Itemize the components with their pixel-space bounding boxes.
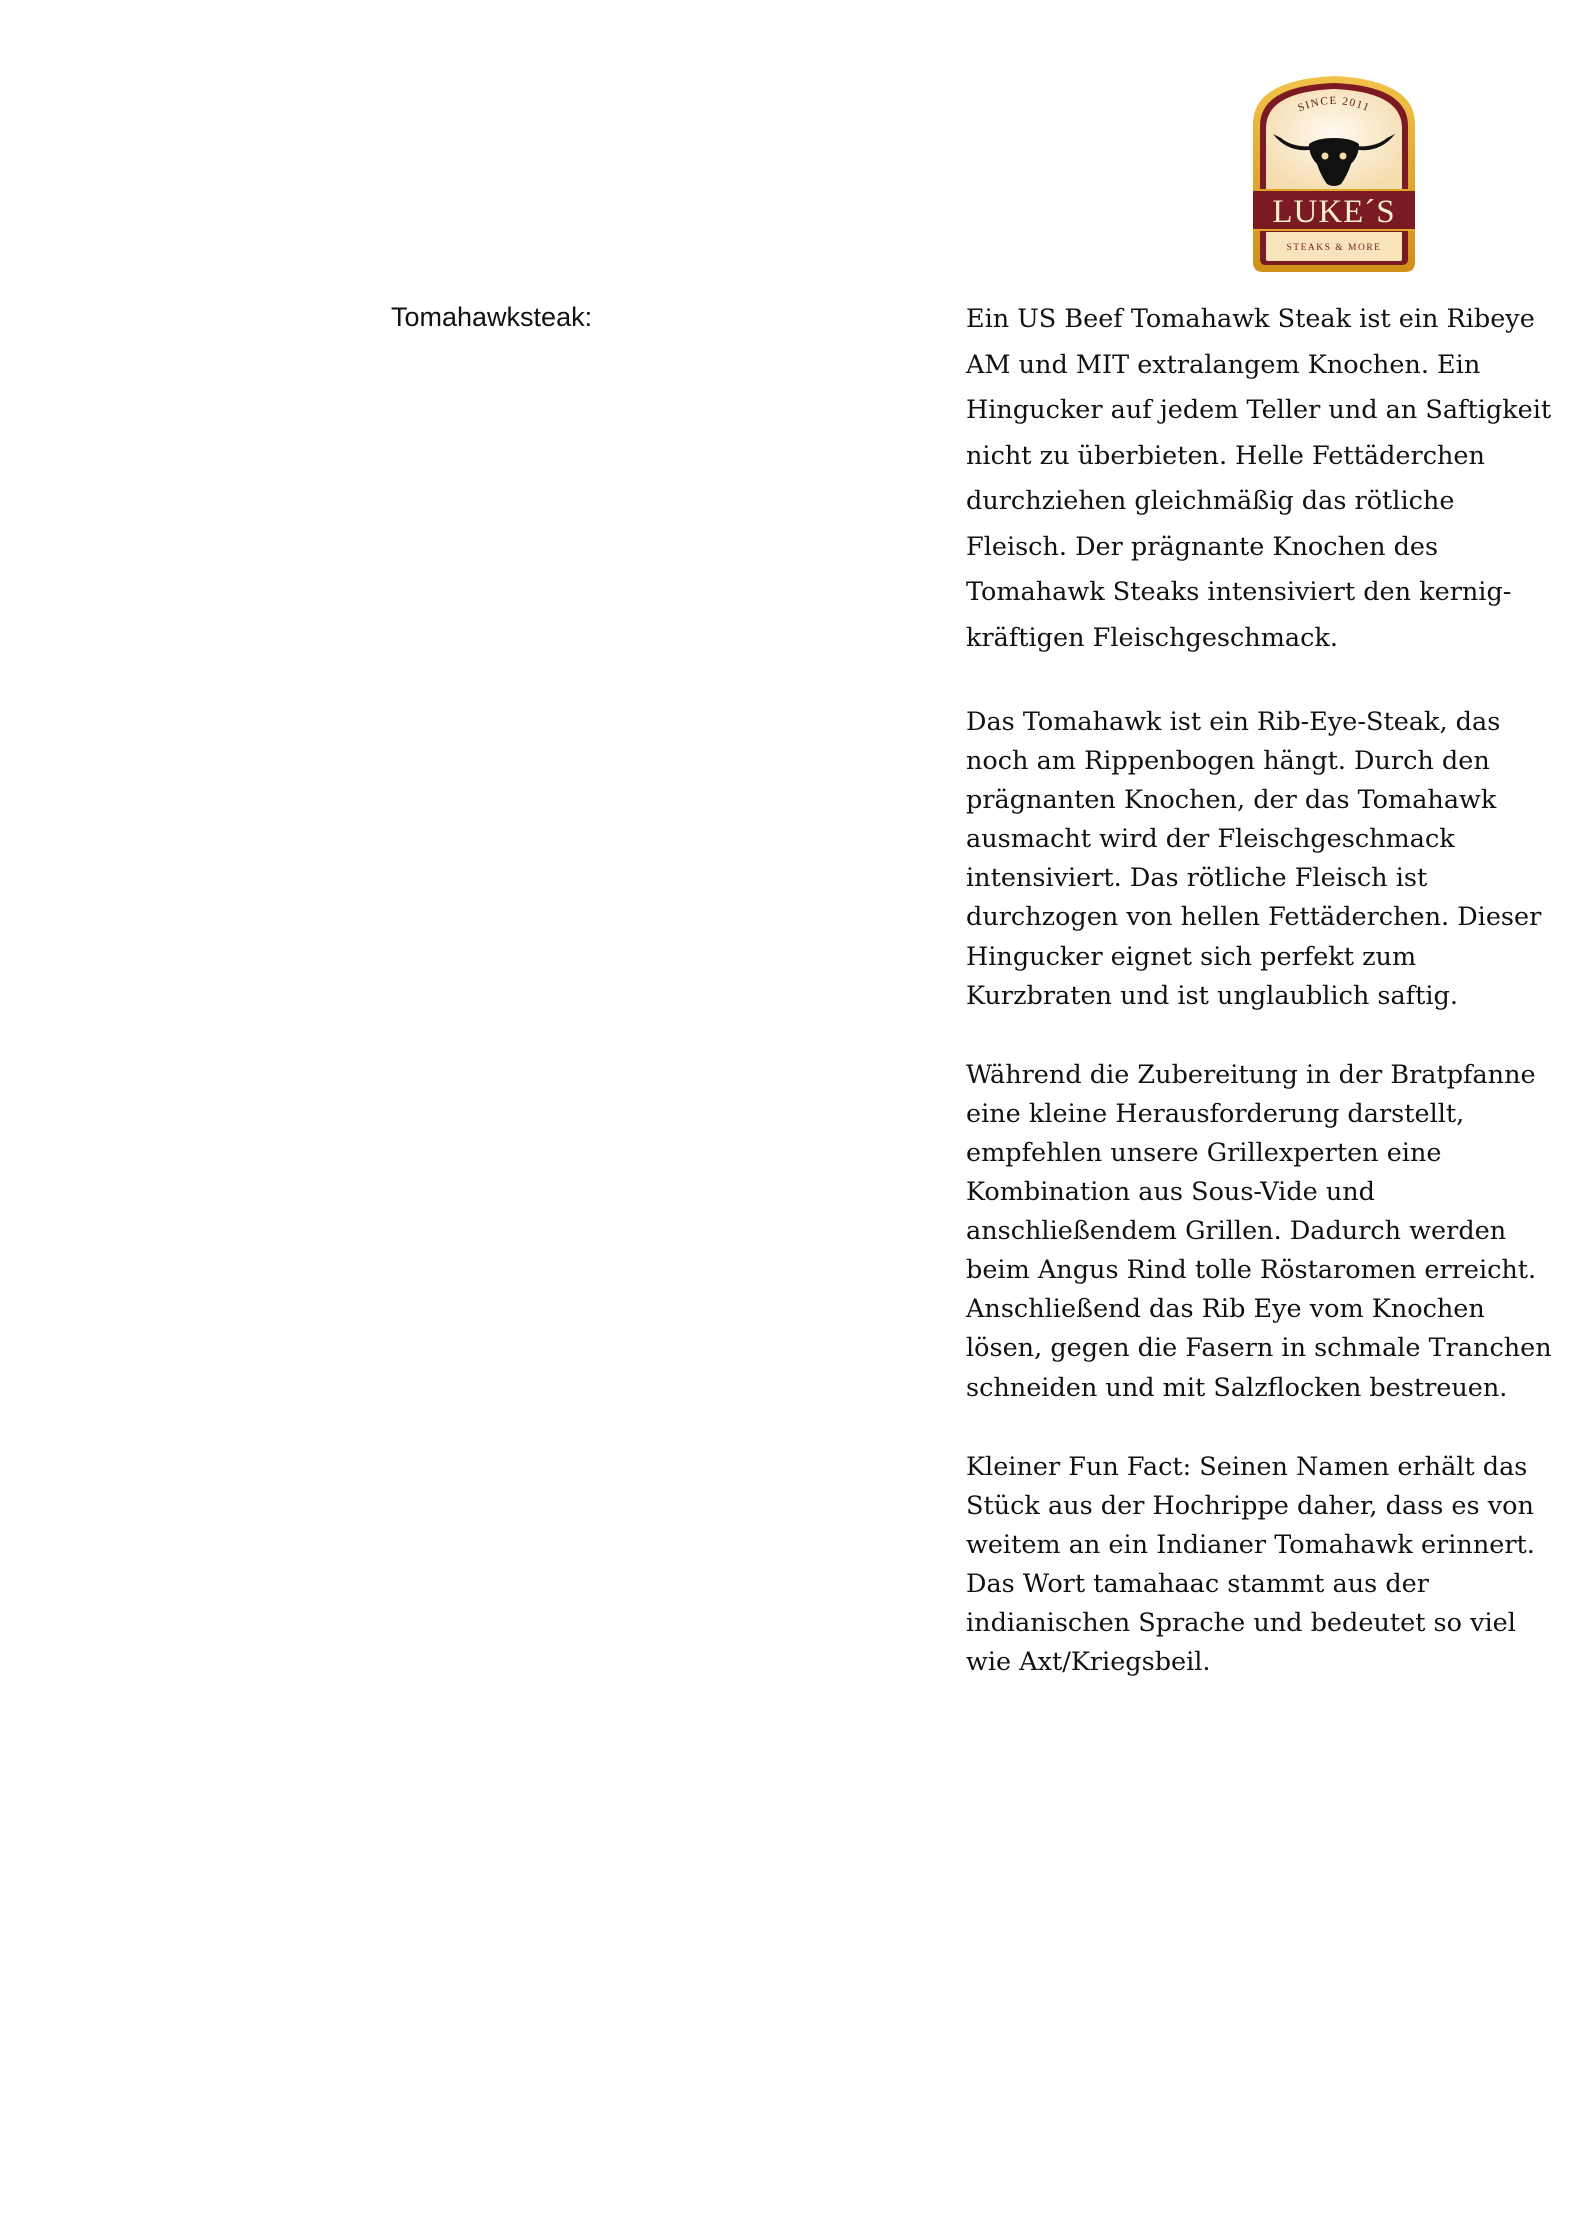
- paragraph-rib-eye: Das Tomahawk ist ein Rib-Eye-Steak, das noch am Rippenbogen hängt. Durch den prägnanten Knochen, der das Tomahawk ausmacht wird der Fleischgeschmack intensiviert. Das rötliche Fleisch ist durchzogen von hellen Fettäderchen. Dieser Hingucker eignet sich perfekt zum Kurzbraten und ist unglaublich saftig.: [966, 707, 1542, 1011]
- logo-tagline-text: STEAKS & MORE: [1286, 243, 1382, 253]
- item-label: Tomahawksteak:: [391, 302, 593, 332]
- paragraph-intro: Ein US Beef Tomahawk Steak ist ein Ribeye AM und MIT extralangem Knochen. Ein Hingucker auf jedem Teller und an Saftigkeit nicht zu überbieten. Helle Fettäderchen durchziehen gleichmäßig das rötliche Fleisch. Der prägnante Knochen des Tomahawk Steaks intensiviert den kernig- kräftigen Fleischgeschmack.: [966, 304, 1552, 653]
- lukes-logo-emblem: [1247, 72, 1421, 276]
- logo-since-text: SINCE 2011: [1296, 94, 1372, 115]
- logo-name-text: LUKE´S: [1272, 194, 1396, 230]
- description-column: [966, 297, 1556, 1682]
- paragraph-fun-fact: Kleiner Fun Fact: Seinen Namen erhält das Stück aus der Hochrippe daher, dass es von weitem an ein Indianer Tomahawk erinnert. Das Wort tamahaac stammt aus der indianischen Sprache und bedeutet so viel wie Axt/Kriegsbeil.: [966, 1451, 1535, 1678]
- lukes-logo: [1247, 72, 1421, 276]
- paragraph-preparation: Während die Zubereitung in der Bratpfanne eine kleine Herausforderung darstellt, empfehlen unsere Grillexperten eine Kombination aus Sous-Vide und anschließendem Grillen. Dadurch werden beim Angus Rind tolle Röstaromen erreicht. Anschließend das Rib Eye vom Knochen lösen, gegen die Fasern in schmale Tranchen schneiden und mit Salzflocken bestreuen.: [966, 1059, 1552, 1403]
